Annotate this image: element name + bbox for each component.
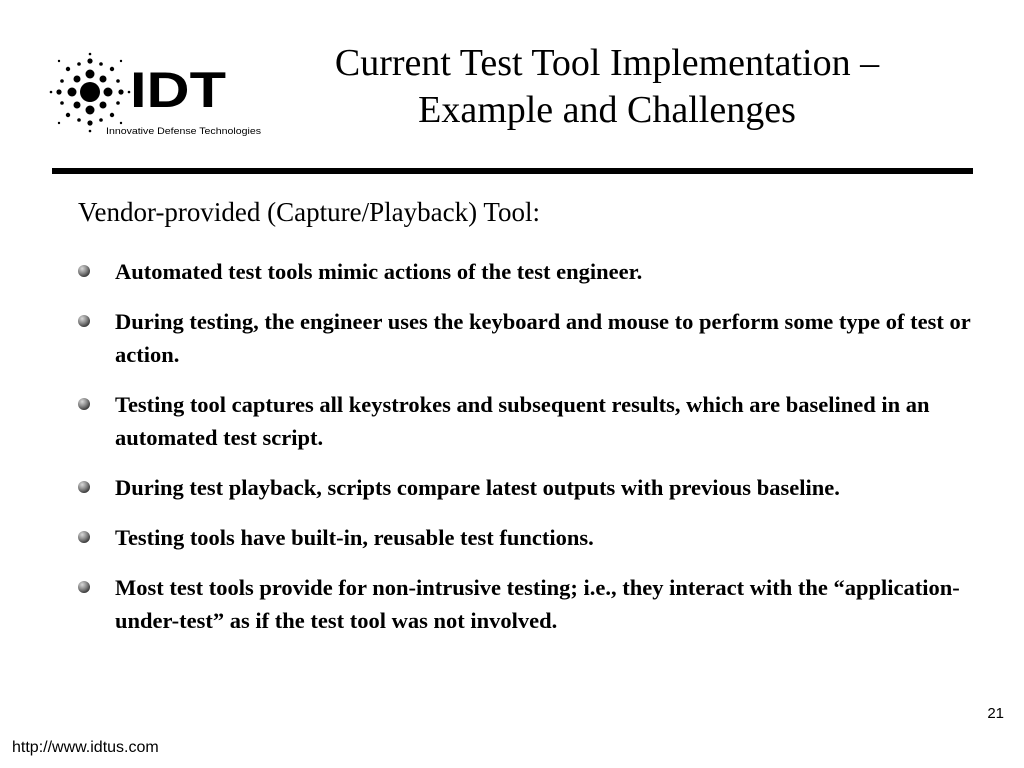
bullet-item <box>72 388 984 454</box>
bullet-dot-icon <box>78 581 90 593</box>
bullet-item <box>72 471 984 504</box>
bullet-text: Testing tool captures all keystrokes and subsequent results, which are baselined in an automated test script. <box>115 392 930 450</box>
section-subtitle: Vendor-provided (Capture/Playback) Tool: <box>78 197 540 227</box>
bullet-dot-icon <box>78 481 90 493</box>
title-divider <box>52 168 973 174</box>
bullet-item <box>72 521 984 554</box>
bullet-dot-icon <box>78 265 90 277</box>
svg-text:Innovative Defense Technologie: Innovative Defense Technologies <box>106 126 262 137</box>
page-number: 21 <box>987 705 1004 722</box>
bullet-item <box>72 305 984 371</box>
bullet-item <box>72 571 984 637</box>
idt-logo <box>48 52 264 140</box>
bullet-text: During test playback, scripts compare latest outputs with previous baseline. <box>115 475 840 500</box>
bullet-item <box>72 255 984 288</box>
slide-title-line-1: Current Test Tool Implementation – <box>334 42 880 84</box>
svg-text:IDT: IDT <box>130 62 226 118</box>
bullet-text: Testing tools have built-in, reusable test functions. <box>115 525 594 550</box>
bullet-text: Most test tools provide for non-intrusive testing; i.e., they interact with the “application-under-test” as if the test tool was not involved. <box>115 575 960 633</box>
bullet-text: During testing, the engineer uses the keyboard and mouse to perform some type of test or action. <box>115 309 971 367</box>
bullet-dot-icon <box>78 531 90 543</box>
slide-title <box>262 40 952 134</box>
bullet-list <box>72 255 984 654</box>
slide-title-line-2: Example and Challenges <box>418 89 796 131</box>
dot-burst-logo-icon <box>48 52 264 140</box>
bullet-dot-icon <box>78 315 90 327</box>
bullet-text: Automated test tools mimic actions of the test engineer. <box>115 259 643 284</box>
footer-url: http://www.idtus.com <box>12 739 159 756</box>
bullet-dot-icon <box>78 398 90 410</box>
